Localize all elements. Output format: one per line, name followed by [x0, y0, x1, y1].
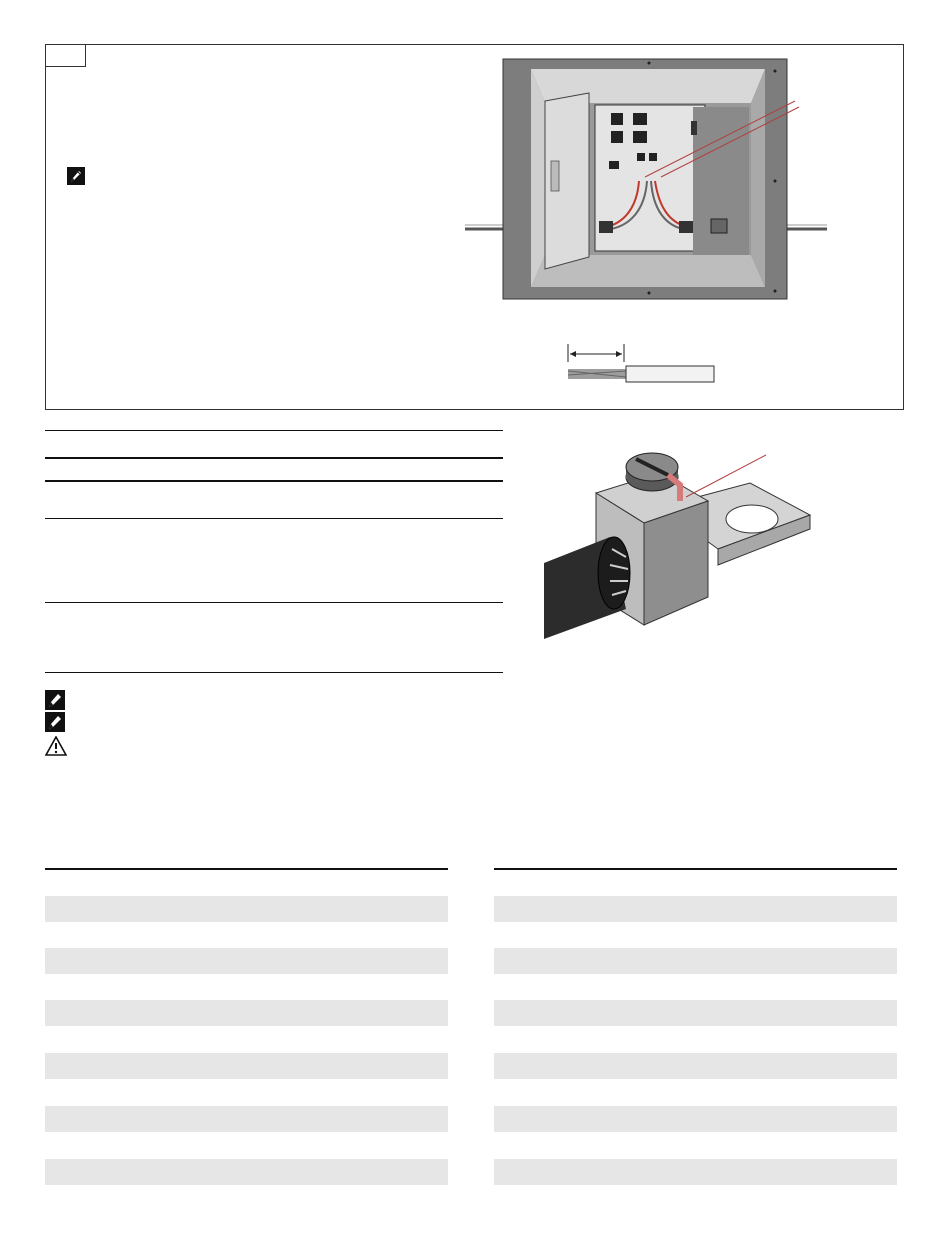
table-row — [45, 1106, 448, 1132]
table-row — [45, 1000, 448, 1026]
parts-table-left — [45, 868, 448, 1186]
step-number-tab — [46, 45, 86, 67]
table-row — [494, 1053, 897, 1079]
table-rule — [45, 430, 503, 431]
spec-table — [45, 430, 503, 674]
table-row — [494, 948, 897, 974]
pencil-note-icon — [67, 167, 85, 185]
stripped-wire-illustration — [560, 342, 720, 386]
table-row — [494, 1106, 897, 1132]
wire-lug-illustration — [540, 445, 820, 645]
pencil-note-icon — [45, 712, 65, 732]
warning-triangle-icon — [45, 736, 65, 756]
table-rule — [45, 518, 503, 519]
table-row — [494, 1000, 897, 1026]
table-row — [494, 896, 897, 922]
table-row — [45, 948, 448, 974]
pencil-note-icon — [45, 690, 65, 710]
enclosure-illustration — [465, 57, 835, 307]
table-row — [45, 896, 448, 922]
table-row — [45, 1159, 448, 1185]
table-rule — [45, 602, 503, 603]
table-rule — [45, 868, 448, 870]
table-rule — [45, 672, 503, 673]
table-rule — [494, 868, 897, 870]
parts-table-right — [494, 868, 897, 1186]
table-rule — [45, 480, 503, 482]
table-rule — [45, 457, 503, 459]
table-row — [494, 1159, 897, 1185]
table-row — [45, 1053, 448, 1079]
